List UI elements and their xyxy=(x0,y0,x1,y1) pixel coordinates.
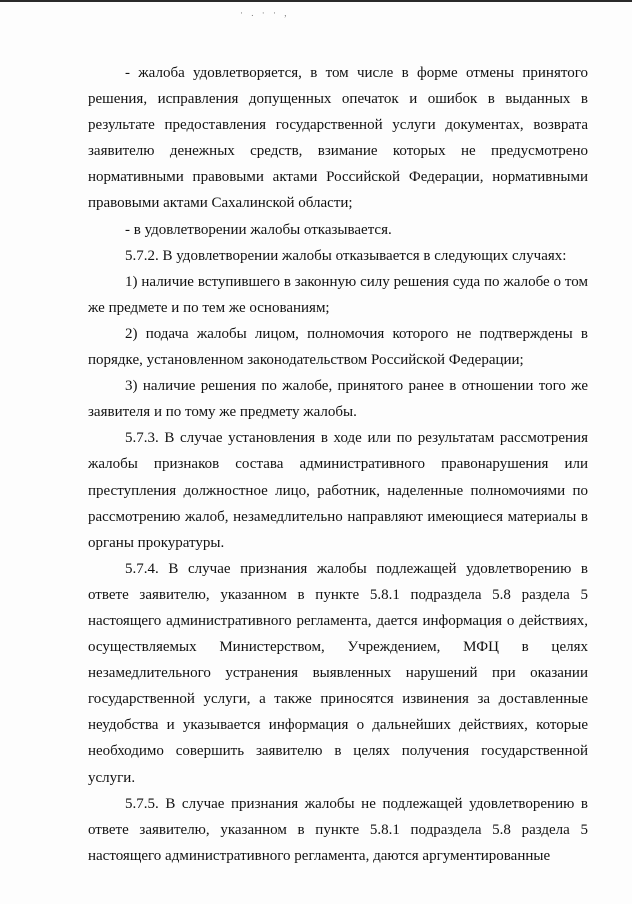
paragraph-case-3: 3) наличие решения по жалобе, принятого ранее в отношении того же заявителя и по тому же предмету жалобы. xyxy=(88,378,588,421)
document-body xyxy=(88,60,588,869)
paragraph-5-7-3: 5.7.3. В случае установления в ходе или по результатам рассмотрения жалобы признаков состава административного правонарушения или преступления должностное лицо, работник, наделенные полномочиями по рассмотрению жалоб, незамедлительно направляют имеющиеся материалы в органы прокуратуры. xyxy=(88,430,588,551)
scan-top-edge xyxy=(0,0,632,2)
paragraph-5-7-4: 5.7.4. В случае признания жалобы подлежащей удовлетворению в ответе заявителю, указанном в пункте 5.8.1 подраздела 5.8 раздела 5 настоящего административного регламента, дается информация о действиях, осуществляемых Министерством, Учреждением, МФЦ в целях незамедлительного устранения выявленных нарушений при оказании государственной услуги, а также приносятся извинения за доставленные неудобства и указывается информация о дальнейших действиях, которые необходимо совершить заявителю в целях получения государственной услуги. xyxy=(88,560,588,786)
paragraph-5-7-5: 5.7.5. В случае признания жалобы не подлежащей удовлетворению в ответе заявителю, указанном в пункте 5.8.1 подраздела 5.8 раздела 5 настоящего административного регламента, даются аргументированные xyxy=(88,795,588,864)
scan-artifact: · . · · , xyxy=(240,8,290,18)
paragraph-complaint-refused: - в удовлетворении жалобы отказывается. xyxy=(125,221,392,238)
paragraph-complaint-satisfied: - жалоба удовлетворяется, в том числе в форме отмены принятого решения, исправления допущенных опечаток и ошибок в выданных в результате предоставления государственной услуги документах, возврата заявителю денежных средств, взимание которых не предусмотрено нормативными правовыми актами Российской Федерации, нормативными правовыми актами Сахалинской области; xyxy=(88,65,588,212)
paragraph-case-1: 1) наличие вступившего в законную силу решения суда по жалобе о том же предмете и по тем же основаниям; xyxy=(88,273,588,316)
paragraph-5-7-2: 5.7.2. В удовлетворении жалобы отказывается в следующих случаях: xyxy=(125,247,567,264)
paragraph-case-2: 2) подача жалобы лицом, полномочия которого не подтверждены в порядке, установленном законодательством Российской Федерации; xyxy=(88,325,588,369)
